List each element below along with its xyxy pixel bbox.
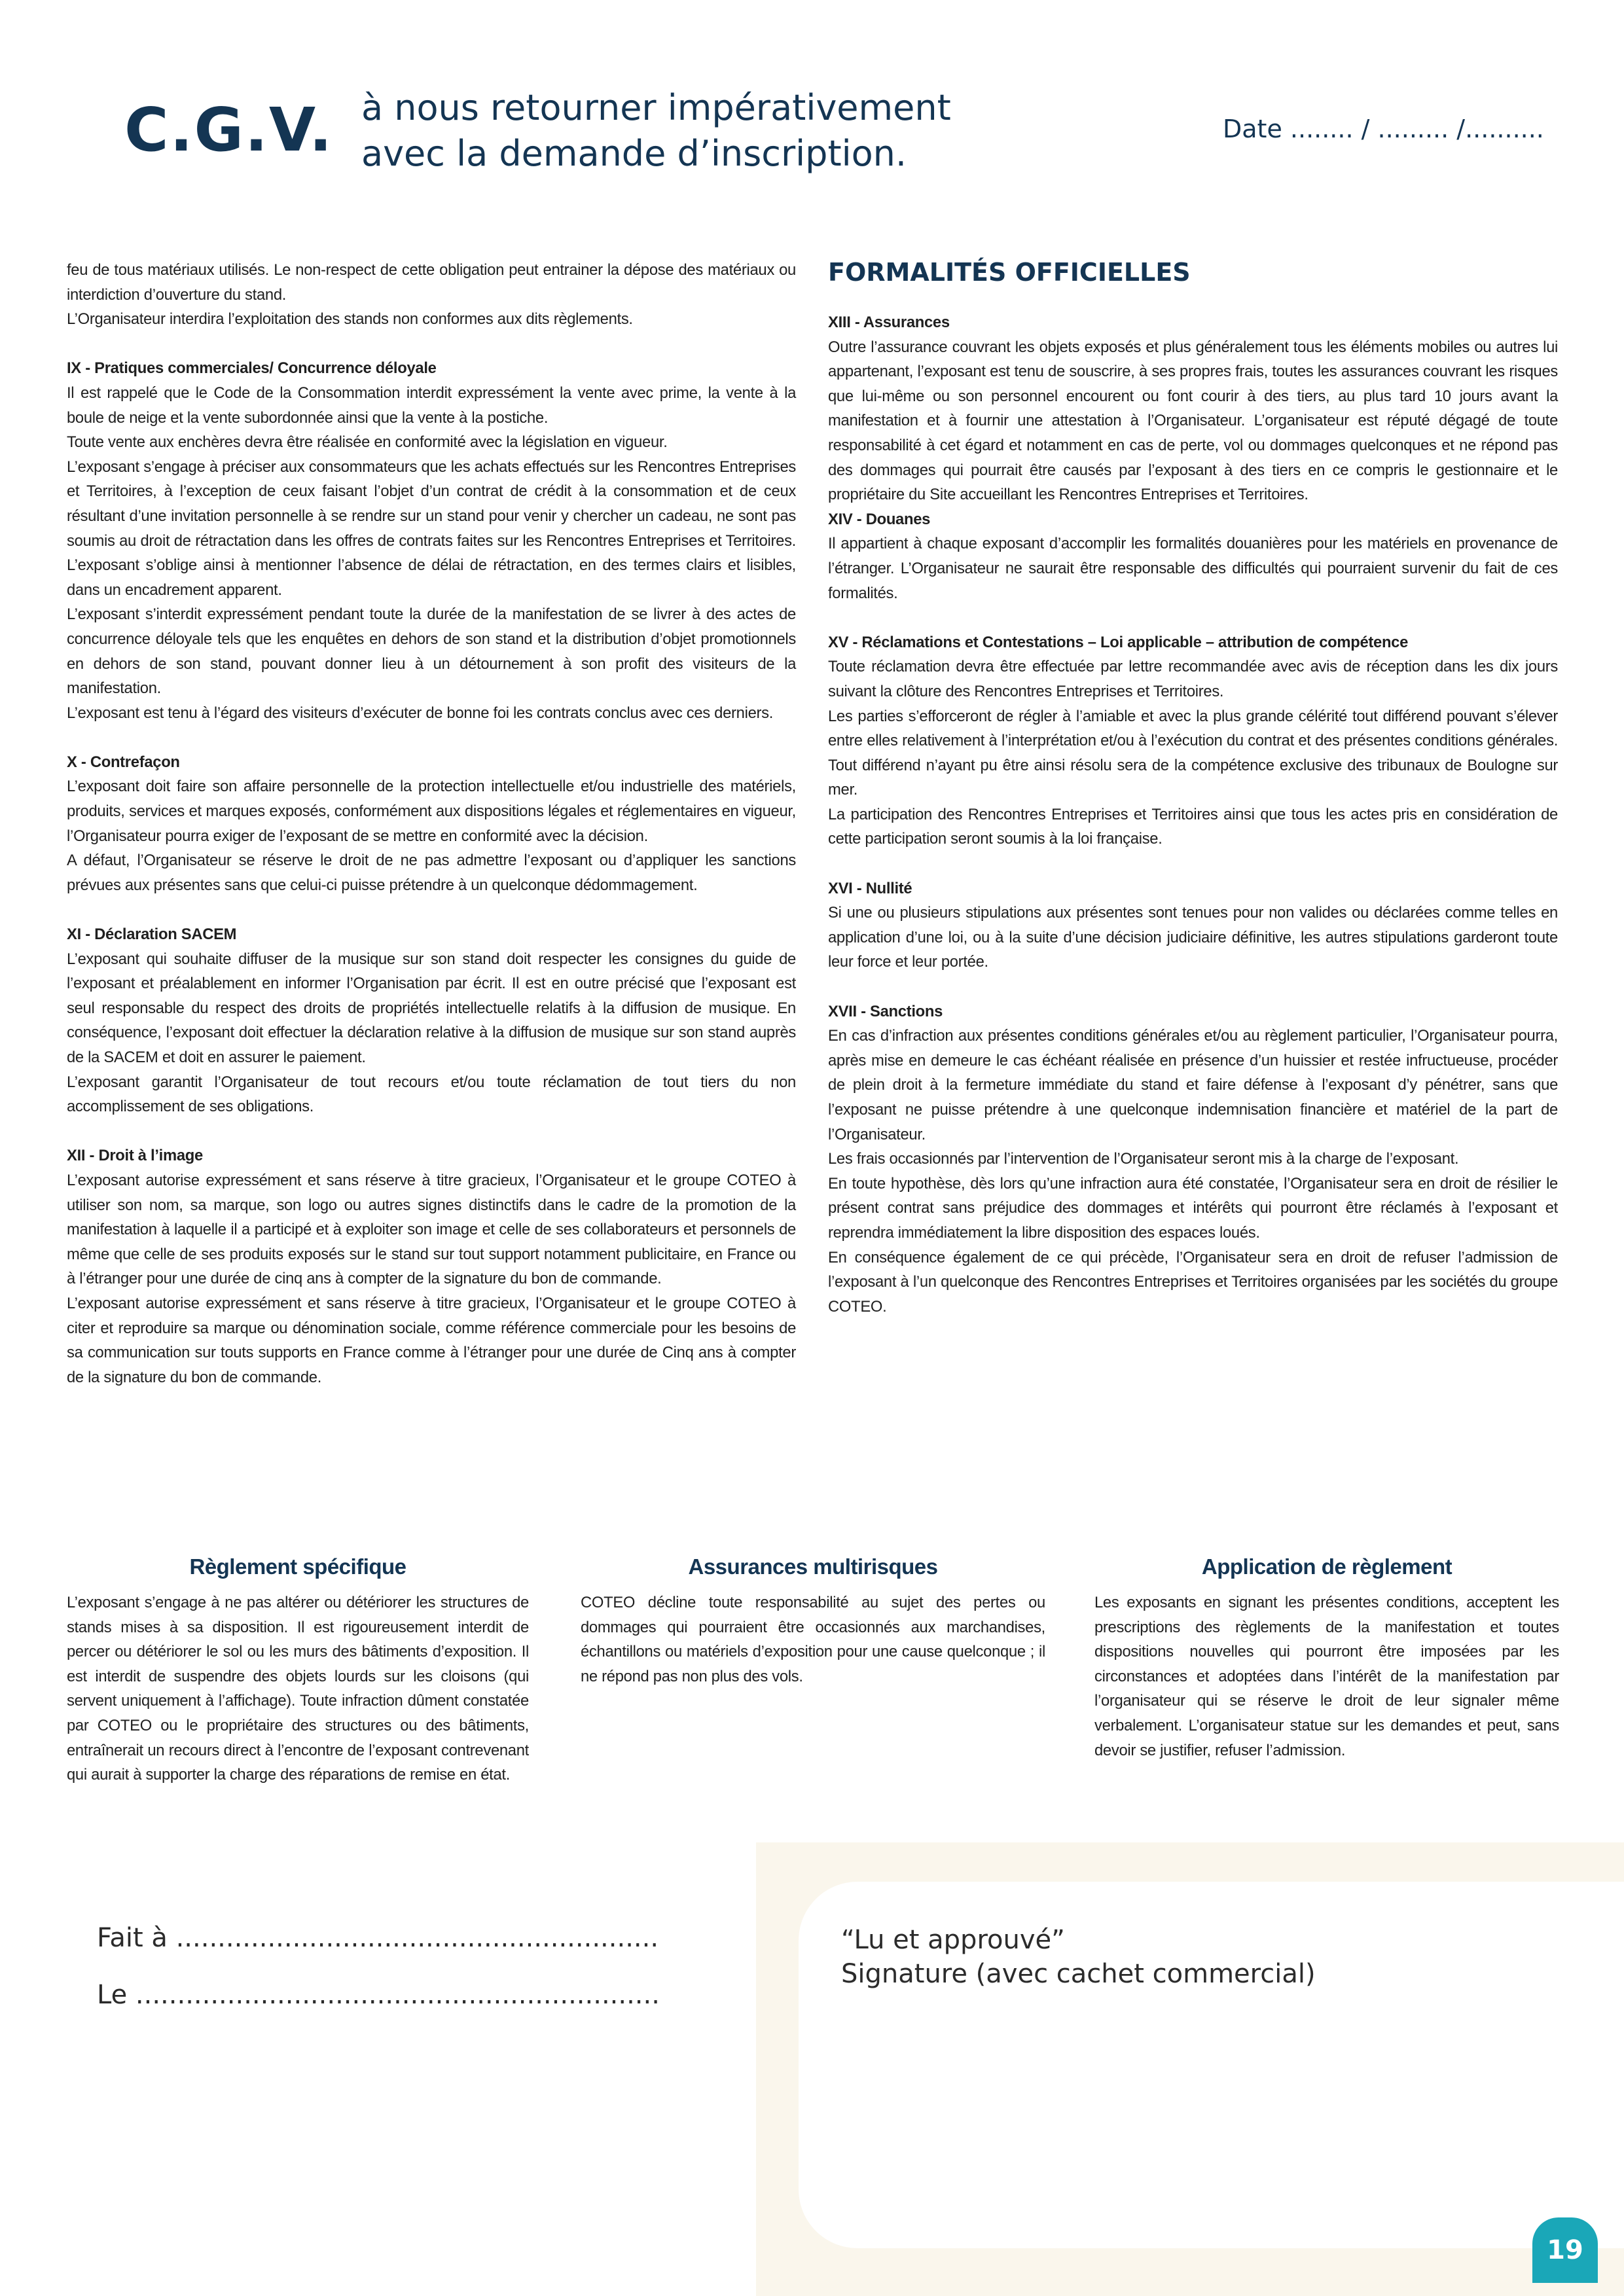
fait-a-field[interactable]: Fait à .......................................................... [97, 1923, 659, 1953]
page-number-badge: 19 [1532, 2217, 1598, 2283]
intro-paragraph: L’Organisateur interdira l’exploitation des stands non conformes aux dits règlements. [67, 310, 633, 329]
section-x [67, 750, 796, 898]
section-paragraph: L’exposant est tenu à l’égard des visiteurs d’exécuter de bonne foi les contrats conclus avec ces derniers. [67, 704, 774, 722]
section-paragraph: Toute vente aux enchères devra être réalisée en conformité avec la législation en vigueur. [67, 433, 668, 452]
document-subtitle [361, 85, 951, 177]
section-paragraph: L’exposant garantit l’Organisateur de tout recours et/ou toute réclamation de tout tiers du non accomplissement de ses obligations. [67, 1073, 796, 1116]
reglement-specifique-box [67, 1552, 529, 1787]
section-paragraph: A défaut, l’Organisateur se réserve le droit de ne pas admettre l’exposant ou d’appliquer les sanctions prévues aux présentes sans que celui-ci puisse prétendre à un quelconque dédommagement. [67, 852, 796, 894]
document-title: C.G.V. [124, 95, 334, 165]
section-xiv [828, 507, 1558, 605]
section-paragraph: Les parties s’efforceront de régler à l’amiable et avec la plus grande célérité tout différend pouvant s’élever entre elles relativement à l’interprétation et/ou à l’exécution du contrat et des présentes conditions générales. Tout différend n’ayant pu être ainsi résolu sera de la compétence exclusive des tribunaux de Boulogne sur mer. [828, 707, 1558, 799]
section-paragraph: La participation des Rencontres Entreprises et Territoires ainsi que tous les actes pris en considération de cette participation seront soumis à la loi française. [828, 805, 1558, 848]
section-paragraph: L’exposant autorise expressément et sans réserve à titre gracieux, l’Organisateur et le groupe COTEO à utiliser son nom, sa marque, son logo ou autres signes distinctifs dans le cadre de la promotion de la manifestation à laquelle il a participé et à exploiter son image et celle de ses collaborateurs et personnels de même que celle de ses produits exposés sur le stand sur tout support notamment publicitaire, en France ou à l’étranger pour une durée de cinq ans à compter de la signature du bon de commande. [67, 1171, 796, 1288]
box-text: Les exposants en signant les présentes conditions, acceptent les prescriptions des règlements de la manifestation et toutes dispositions nouvelles qui pourront être imposées par les circonstances et adoptées dans l’intérêt de la manifestation par l’organisateur qui se réserve le droit de leur signaler même verbalement. L’organisateur statue sur les demandes et peut, sans devoir se justifier, refuser l’admission. [1094, 1594, 1559, 1759]
application-reglement-box [1094, 1552, 1559, 1763]
section-paragraph: En cas d’infraction aux présentes conditions générales et/ou au règlement particulier, l’Organisateur pourra, après mise en demeure le cas échéant réalisée en présence d’un huissier et restée infructueuse, procéder de plein droit à la fermeture immédiate du stand et faire défense à l’exposant d’y pénétrer, sans que l’exposant ne puisse prétendre à une quelconque indemnisation financière et matériel de la part de l’Organisateur. [828, 1027, 1558, 1143]
section-paragraph: En conséquence également de ce qui précède, l’Organisateur sera en droit de refuser l’admission de l’exposant à l’un quelconque des Rencontres Entreprises et Territoires organisées par les sociétés du groupe COTEO. [828, 1248, 1558, 1316]
section-xvi [828, 876, 1558, 975]
section-xv [828, 630, 1558, 852]
section-title: XIII - Assurances [828, 314, 950, 331]
lu-approuve-text: “Lu et approuvé” [841, 1925, 1065, 1955]
right-column [828, 258, 1558, 1319]
signature-cachet-text: Signature (avec cachet commercial) [841, 1959, 1316, 1989]
section-paragraph: En toute hypothèse, dès lors qu’une infraction aura été constatée, l’Organisateur sera en droit de résilier le présent contrat sans préjudice des dommages et intérêts qui pourront être réclamés à l’exposant et reprendra immédiatement la libre disposition des espaces loués. [828, 1174, 1558, 1242]
box-title: Règlement spécifique [189, 1554, 406, 1579]
signature-label [841, 1923, 1316, 1991]
box-title: Application de règlement [1201, 1554, 1453, 1579]
section-title: XV - Réclamations et Contestations – Loi applicable – attribution de compétence [828, 633, 1409, 651]
section-paragraph: L’exposant s’interdit expressément pendant toute la durée de la manifestation de se livrer à des actes de concurrence déloyale tels que les enquêtes en dehors de son stand et la distribution d’objet promotionnels en dehors de son stand, pouvant donner lieu à un détournement à son profit des visiteurs de la manifestation. [67, 605, 796, 698]
box-text: COTEO décline toute responsabilité au sujet des pertes ou dommages qui pourraient être occasionnés aux marchandises, échantillons ou matériels d’exposition pour une cause quelconque ; il ne répond pas non plus des vols. [581, 1594, 1045, 1685]
intro-paragraph: feu de tous matériaux utilisés. Le non-respect de cette obligation peut entrainer la dépose des matériaux ou interdiction d’ouverture du stand. [67, 261, 796, 304]
section-paragraph: L’exposant autorise expressément et sans réserve à titre gracieux, l’Organisateur et le groupe COTEO à citer et reproduire sa marque ou dénomination sociale, comme référence commerciale pour les besoins de sa communication sur touts supports en France comme à l’étranger pour une durée de Cinq ans à compter de la signature du bon de commande. [67, 1294, 796, 1386]
section-paragraph: Il appartient à chaque exposant d’accomplir les formalités douanières pour les matériels en provenance de l’étranger. L’Organisateur ne saurait être responsable des difficultés qui pourraient survenir du fait de ces formalités. [828, 535, 1558, 602]
box-title: Assurances multirisques [688, 1554, 938, 1579]
section-paragraph: L’exposant s’engage à préciser aux consommateurs que les achats effectués sur les Rencontres Entreprises et Territoires, à l’exception de ceux faisant l’objet d’un contrat de crédit à la consommation et de ceux résultant d’une invitation personnelle à se rendre sur un stand pour venir y chercher un cadeau, ne sont pas soumis au droit de rétractation dans les offres de contrats faites sur les Rencontres Entreprises et Territoires. L’exposant s’oblige ainsi à mentionner l’absence de délai de rétractation, en des termes clairs et lisibles, dans un encadrement apparent. [67, 457, 796, 599]
left-column [67, 258, 796, 1390]
section-paragraph: Il est rappelé que le Code de la Consommation interdit expressément la vente avec prime, la vente à la boule de neige et la vente subordonnée ainsi que la vente à la postiche. [67, 384, 796, 427]
box-text: L’exposant s’engage à ne pas altérer ou détériorer les structures de stands mises à sa disposition. Il est rigoureusement interdit de percer ou détériorer le sol ou les murs des bâtiments d’exposition. Il est interdit de suspendre des objets lourds sur les cloisons (qui servent uniquement à l’affichage). Toute infraction dûment constatée par COTEO ou le propriétaire des structures ou des bâtiments, entraînerait un recours direct à l’encontre de l’exposant contrevenant qui aurait à supporter la charge des réparations de remise en état. [67, 1594, 529, 1784]
date-field[interactable]: Date ........ / ......... /.......... [1223, 115, 1544, 143]
section-title: IX - Pratiques commerciales/ Concurrence déloyale [67, 359, 437, 378]
section-xii [67, 1143, 796, 1390]
section-title: XVI - Nullité [828, 879, 912, 897]
section-paragraph: Toute réclamation devra être effectuée par lettre recommandée avec avis de réception dans les dix jours suivant la clôture des Rencontres Entreprises et Territoires. [828, 658, 1558, 700]
date-le-field[interactable]: Le ............................................................... [97, 1980, 660, 2010]
section-xi [67, 922, 796, 1119]
section-title: XII - Droit à l’image [67, 1147, 203, 1165]
subtitle-line-2: avec la demande d’inscription. [361, 133, 907, 174]
section-paragraph: L’exposant doit faire son affaire personnelle de la protection intellectuelle et/ou industrielle des matériels, produits, services et marques exposés, conformément aux dispositions légales et réglementaires en vigueur, l’Organisateur pourra exiger de l’exposant de se mettre en conformité avec la décision. [67, 778, 796, 845]
section-title: XVII - Sanctions [828, 1002, 943, 1020]
section-xiii [828, 310, 1558, 507]
section-xvii [828, 999, 1558, 1319]
section-paragraph: Si une ou plusieurs stipulations aux présentes sont tenues pour non valides ou déclarées comme telles en application d’une loi, ou à la suite d’une décision judiciaire définitive, les autres stipulations garderont toute leur force et leur portée. [828, 904, 1558, 971]
assurances-multirisques-box [581, 1552, 1045, 1689]
formalites-heading: FORMALITÉS OFFICIELLES [828, 258, 1191, 287]
section-paragraph: Les frais occasionnés par l’intervention de l’Organisateur seront mis à la charge de l’exposant. [828, 1150, 1459, 1168]
section-paragraph: Outre l’assurance couvrant les objets exposés et plus généralement tous les éléments mobiles ou autres lui appartenant, l’exposant est tenu de souscrire, à ses propres frais, toutes les assurances couvrant les risques que lui-même ou son personnel encourent ou font courir à des tiers, au plus tard 10 jours avant la manifestation et à fournir une attestation à l’Organisateur. L’organisateur est réputé dégagé de toute responsabilité à cet égard et notamment en cas de perte, vol ou dommages quelconques et ne répond pas des dommages qui pourrait être causés par l’exposant à des tiers en ce compris le gestionnaire et le propriétaire du Site accueillant les Rencontres Entreprises et Territoires. [828, 338, 1558, 504]
subtitle-line-1: à nous retourner impérativement [361, 87, 951, 128]
section-title: XIV - Douanes [828, 510, 931, 528]
section-title: X - Contrefaçon [67, 753, 180, 771]
section-ix [67, 356, 796, 725]
section-title: XI - Déclaration SACEM [67, 925, 237, 944]
section-paragraph: L’exposant qui souhaite diffuser de la musique sur son stand doit respecter les consignes du guide de l’exposant et préalablement en informer l’Organisation par écrit. Il est en outre précisé que l’exposant est seul responsable du respect des droits de propriétés intellectuelle relatifs à la diffusion de musique. En conséquence, l’exposant doit effectuer la déclaration relative à la diffusion de musique sur son stand auprès de la SACEM et doit en assurer le paiement. [67, 950, 796, 1066]
